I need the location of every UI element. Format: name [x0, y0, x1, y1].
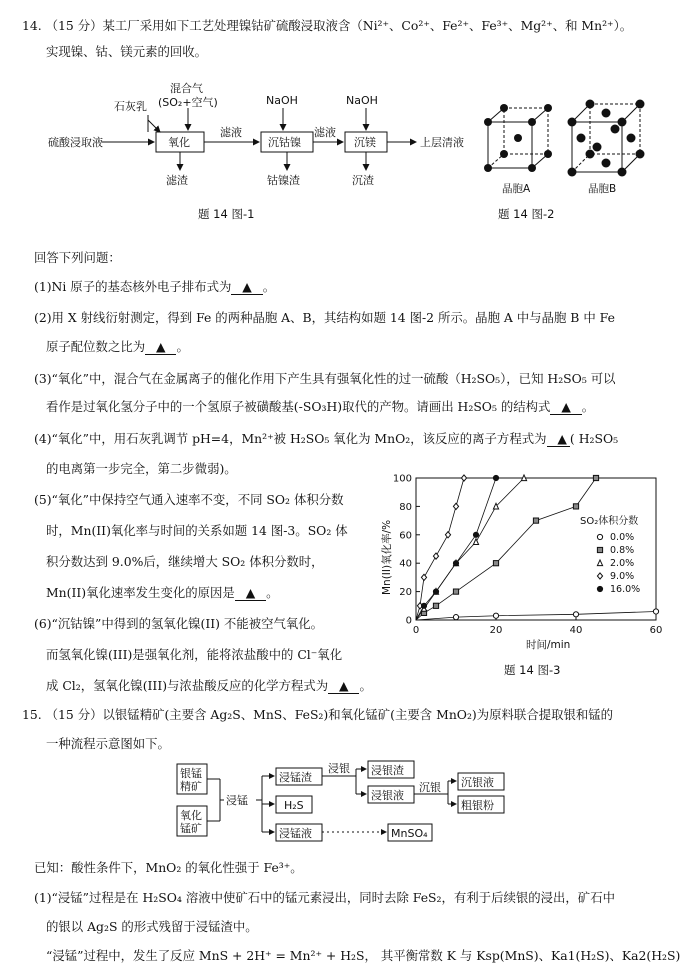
q14-p5a: (5)“氧化”中保持空气通入速率不变，不同 SO₂ 体积分数 [34, 492, 344, 507]
fig1-caption: 题 14 图-1 [198, 207, 255, 220]
q15-mn-residue: 浸锰渣 [279, 771, 312, 784]
flow-oxidize: 氧化 [168, 136, 190, 149]
q14-p4b: 的电离第一步完全，第二步微弱)。 [46, 461, 237, 476]
q14-p3a: (3)“氧化”中，混合气在金属离子的催化作用下产生具有强氧化性的过一硫酸（H₂SO₅），已知 H₂SO₅ 可以 [34, 371, 616, 386]
q14-p2a: (2)用 X 射线衍射测定，得到 Fe 的两种晶胞 A、B，其结构如题 14 图-2 所示。晶胞 A 中与晶胞 B 中 Fe [34, 310, 615, 325]
y-tick-label: 100 [392, 473, 412, 485]
q14-crystal-cells [470, 90, 670, 220]
x-tick-label: 40 [569, 625, 583, 636]
series-line [416, 478, 596, 620]
legend-marker [597, 586, 602, 591]
data-point [473, 532, 478, 537]
flow-filtrate2: 滤液 [314, 126, 336, 139]
q15-ag-ppt-liquor: 沉银液 [461, 776, 494, 789]
data-point [453, 561, 458, 566]
fig2-caption: 题 14 图-2 [498, 207, 555, 220]
legend-marker [597, 534, 602, 539]
series-line [416, 478, 496, 620]
series-line [416, 478, 464, 620]
y-tick-label: 60 [399, 530, 412, 542]
data-point [461, 475, 466, 481]
y-tick-label: 80 [399, 501, 412, 513]
q14-p6c: 成 Cl₂，氢氧化镍(III)与浓盐酸反应的化学方程式为 ▲ 。 [46, 678, 372, 693]
q15-flow-diagram [176, 760, 506, 852]
data-point [493, 613, 498, 618]
y-tick-label: 40 [399, 558, 412, 570]
answer-blank[interactable]: ▲ [328, 678, 359, 694]
answer-blank[interactable]: ▲ [145, 339, 176, 355]
q14-p6a: (6)“沉钴镍”中得到的氢氧化镍(II) 不能被空气氧化。 [34, 616, 324, 631]
q14-line2: 实现镍、钴、镁元素的回收。 [46, 44, 208, 59]
flow-residue1: 滤渣 [166, 174, 188, 187]
fig3-caption: 题 14 图-3 [504, 663, 561, 677]
answer-blank[interactable]: ▲ [550, 399, 581, 415]
data-point [421, 574, 426, 580]
data-point [493, 475, 498, 480]
answer-blank[interactable]: ▲ [231, 279, 262, 295]
flow-lime: 石灰乳 [114, 100, 147, 113]
flow-mix-gas2: (SO₂+空气) [158, 96, 218, 109]
legend-entry: 0.8% [610, 545, 635, 556]
q15-crude-ag: 粗银粉 [461, 799, 494, 812]
data-point [473, 539, 478, 545]
q15-mnso4: MnSO₄ [391, 827, 428, 840]
legend-entry: 9.0% [610, 571, 635, 582]
legend-marker [597, 573, 602, 579]
q15-ag-residue: 浸银渣 [371, 764, 404, 777]
q14-p4a: (4)“氧化”中，用石灰乳调节 pH=4，Mn²⁺被 H₂SO₅ 氧化为 MnO₂，该反应的离子方程式为 ▲ ( H₂SO₅ [34, 431, 619, 446]
mn-oxidation-chart [370, 468, 670, 683]
q15-leach-mn: 浸锰 [226, 794, 248, 807]
q14-p2b: 原子配位数之比为 ▲ 。 [46, 339, 189, 354]
q15-ore2a: 氧化 [180, 809, 202, 822]
x-tick-label: 0 [412, 625, 420, 636]
q15-leach-ag: 浸银 [328, 762, 350, 775]
cell-b-figure [568, 100, 645, 177]
legend-entry: 2.0% [610, 558, 635, 569]
q14-p1: (1)Ni 原子的基态核外电子排布式为 ▲ 。 [34, 279, 276, 294]
q15-ore2b: 锰矿 [180, 822, 202, 835]
x-axis-label: 时间/min [526, 639, 571, 651]
data-point [453, 589, 458, 594]
cell-b-label: 晶胞B [588, 183, 617, 195]
data-point [593, 475, 598, 480]
flow-naoh2: NaOH [346, 94, 378, 107]
data-point [433, 589, 438, 594]
answer-blank[interactable]: ▲ [235, 585, 266, 601]
q15-h2s: H₂S [284, 799, 304, 812]
q15-p1b: 的银以 Ag₂S 的形式残留于浸锰渣中。 [46, 919, 258, 934]
q14-p5b: 时，Mn(II)氧化率与时间的关系如题 14 图-3。SO₂ 体 [46, 523, 348, 538]
legend-marker [597, 547, 602, 552]
legend-marker [597, 560, 602, 566]
q15-p1c: “浸锰”过程中，发生了反应 MnS + 2H⁺ = Mn²⁺ + H₂S， 其平衡常数 K 与 Ksp(MnS)、Ka1(H₂S)、Ka2(H₂S) [46, 948, 681, 963]
data-point [433, 553, 438, 559]
flow-mix-gas: 混合气 [170, 82, 203, 95]
data-point [433, 603, 438, 608]
q15-line2: 一种流程示意图如下。 [46, 736, 170, 751]
series-line [416, 478, 524, 620]
q15-ag-liquor: 浸银液 [371, 789, 404, 802]
y-tick-label: 0 [405, 615, 412, 627]
legend-title: SO₂体积分数 [580, 516, 639, 527]
answer-blank[interactable]: ▲ [547, 431, 570, 447]
data-point [445, 532, 450, 538]
data-point [533, 518, 538, 523]
flow-feed: 硫酸浸取液 [48, 136, 103, 149]
q15-ore1a: 银锰 [180, 767, 202, 780]
y-tick-label: 20 [399, 587, 412, 599]
data-point [453, 615, 458, 620]
flow-clear: 上层清液 [420, 136, 464, 149]
q14-intro: 回答下列问题： [34, 250, 121, 265]
q15-line1: 15. （15 分）以银锰精矿(主要含 Ag₂S、MnS、FeS₂)和氧化锰矿(主要含 MnO₂)为原料联合提取银和锰的 [22, 707, 614, 722]
q15-known: 已知：酸性条件下，MnO₂ 的氧化性强于 Fe³⁺。 [34, 860, 303, 875]
data-point [521, 475, 526, 481]
flow-ppt-mg: 沉镁 [354, 136, 376, 149]
q14-p6b: 而氢氧化镍(III)是强氧化剂，能将浓盐酸中的 Cl⁻氧化 [46, 647, 343, 662]
data-point [421, 603, 426, 608]
q14-p5c: 积分数达到 9.0%后，继续增大 SO₂ 体积分数时， [46, 554, 324, 569]
legend-entry: 0.0% [610, 532, 635, 543]
cell-a-label: 晶胞A [502, 183, 531, 195]
data-point [573, 612, 578, 617]
q15-ppt-ag: 沉银 [419, 781, 441, 794]
flow-residue2: 钴镍渣 [267, 174, 300, 187]
q15-ore1b: 精矿 [180, 780, 202, 793]
series-line [416, 611, 656, 620]
q14-p3b: 看作是过氧化氢分子中的一个氢原子被磺酸基(-SO₃H)取代的产物。请画出 H₂SO₅ 的结构式 ▲ 。 [46, 399, 595, 414]
legend-entry: 16.0% [610, 584, 641, 595]
q14-line1: 14. （15 分）某工厂采用如下工艺处理镍钴矿硫酸浸取液含（Ni²⁺、Co²⁺、Fe²⁺、Fe³⁺、Mg²⁺、和 Mn²⁺）。 [22, 18, 633, 33]
data-point [653, 609, 658, 614]
q14-p5d: Mn(II)氧化速率发生变化的原因是 ▲ 。 [46, 585, 279, 600]
q14-flow-diagram [48, 70, 468, 220]
flow-residue3: 沉渣 [352, 174, 374, 187]
cell-a-figure [484, 104, 552, 172]
flow-naoh1: NaOH [266, 94, 298, 107]
q15-p1a: (1)“浸锰”过程是在 H₂SO₄ 溶液中使矿石中的锰元素浸出，同时去除 FeS₂，有利于后续银的浸出，矿石中 [34, 890, 615, 905]
data-point [573, 504, 578, 509]
flow-filtrate1: 滤液 [220, 126, 242, 139]
flow-ppt-nico: 沉钴镍 [268, 136, 301, 149]
y-axis-label: Mn(II)氧化率/% [381, 519, 393, 595]
x-tick-label: 60 [649, 625, 663, 636]
x-tick-label: 20 [489, 625, 503, 636]
data-point [493, 561, 498, 566]
data-point [453, 503, 458, 509]
q15-mn-liquor: 浸锰液 [279, 827, 312, 840]
